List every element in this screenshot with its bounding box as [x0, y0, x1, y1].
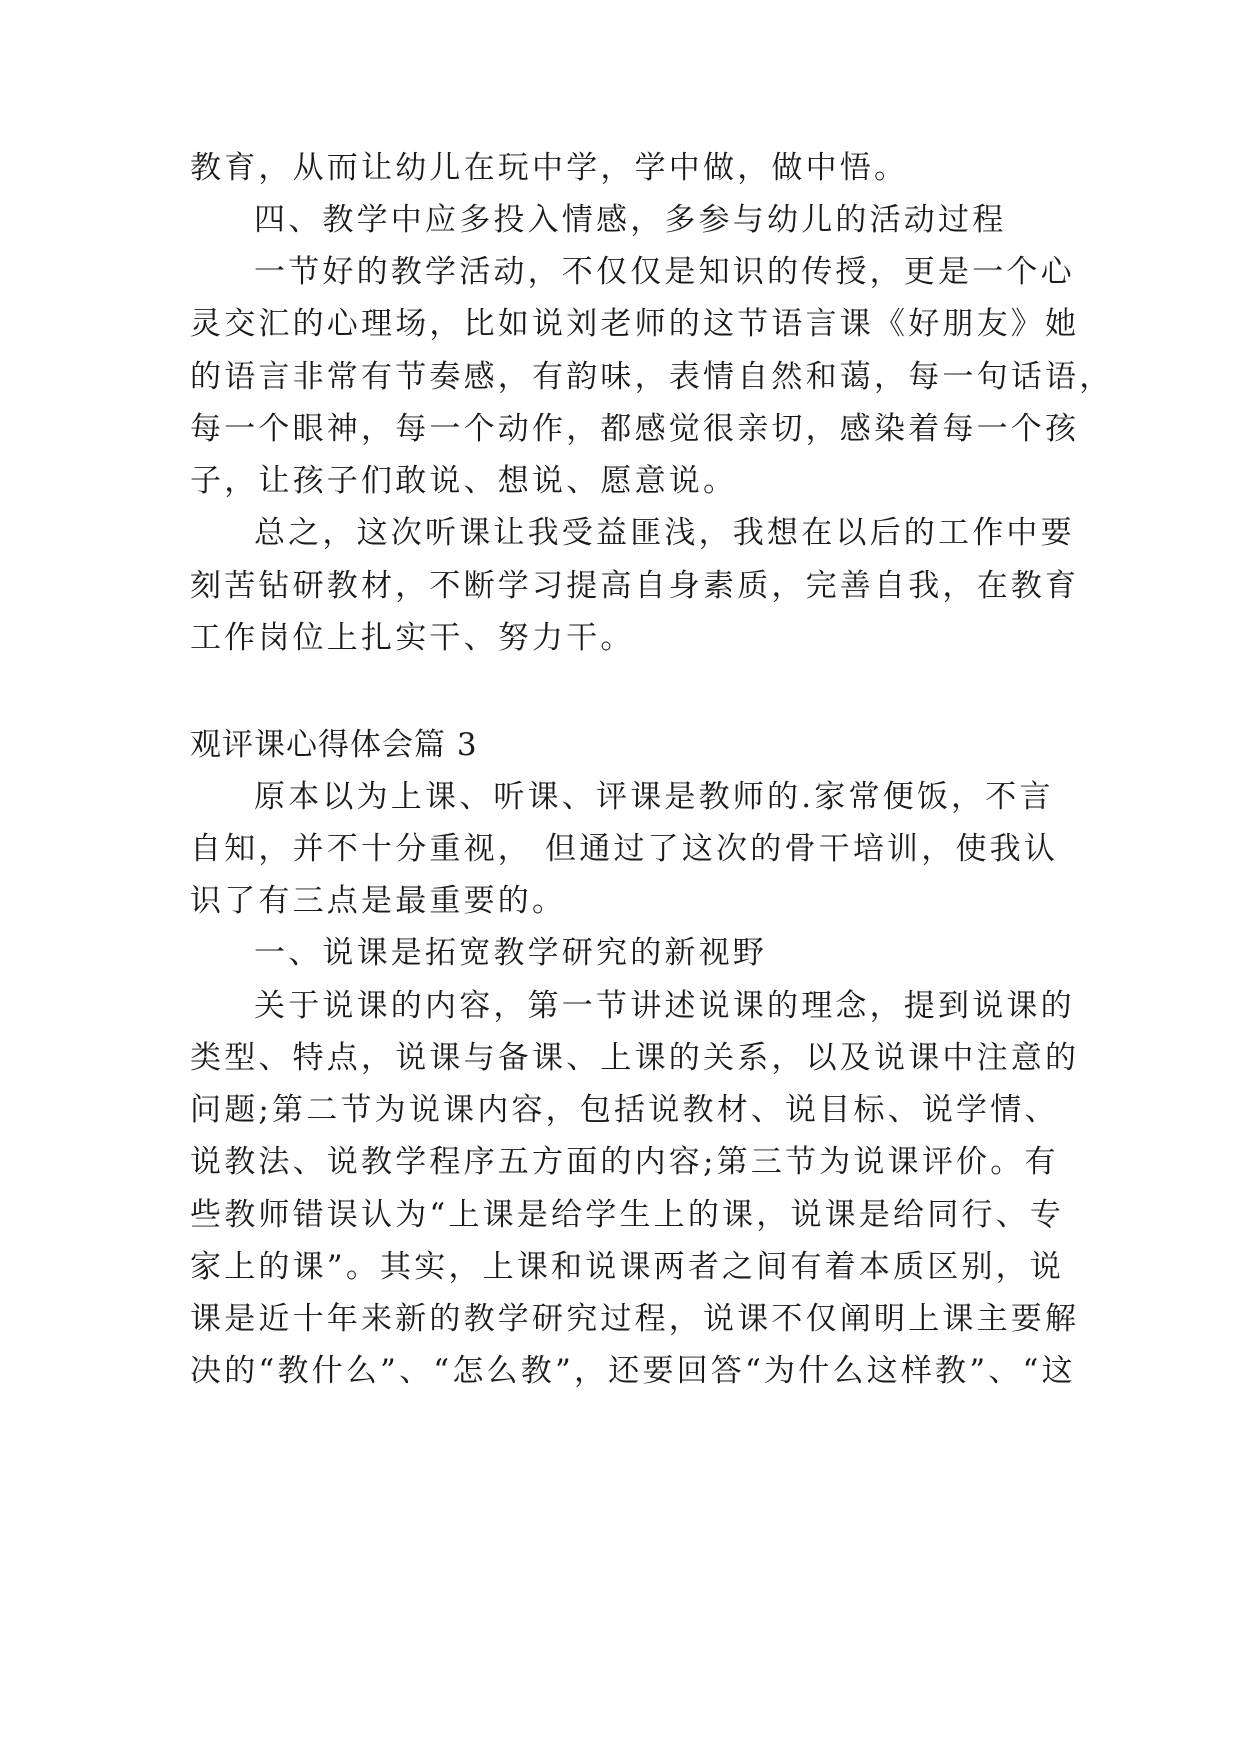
article-title: 观评课心得体会篇 3: [190, 727, 478, 763]
text-line: 问题;第二节为说课内容，包括说教材、说目标、说学情、: [190, 1092, 1059, 1128]
text-line: 自知，并不十分重视， 但通过了这次的骨干培训，使我认: [190, 831, 1059, 867]
text-line: 类型、特点，说课与备课、上课的关系，以及说课中注意的: [190, 1040, 1080, 1076]
text-line: 灵交汇的心理场，比如说刘老师的这节语言课《好朋友》她: [190, 306, 1080, 342]
text-line: 的语言非常有节奏感，有韵味，表情自然和蔼，每一句话语，: [190, 359, 1114, 395]
text-line: 总之，这次听课让我受益匪浅，我想在以后的工作中要: [254, 515, 1075, 551]
section-heading: 四、教学中应多投入情感，多参与幼儿的活动过程: [254, 202, 1007, 238]
text-line: 些教师错误认为“上课是给学生上的课，说课是给同行、专: [190, 1197, 1065, 1233]
section-heading: 一、说课是拓宽教学研究的新视野: [254, 935, 767, 971]
text-line: 原本以为上课、听课、评课是教师的.家常便饭，不言: [254, 779, 1054, 815]
text-line: 课是近十年来新的教学研究过程，说课不仅阐明上课主要解: [190, 1301, 1080, 1337]
text-line: 工作岗位上扎实干、努力干。: [190, 620, 635, 656]
text-line: 子，让孩子们敢说、想说、愿意说。: [190, 463, 738, 499]
text-line: 每一个眼神，每一个动作，都感觉很亲切，感染着每一个孩: [190, 411, 1080, 447]
text-line: 关于说课的内容，第一节讲述说课的理念，提到说课的: [254, 988, 1075, 1024]
text-line: 教育，从而让幼儿在玩中学，学中做，做中悟。: [190, 150, 909, 186]
text-line: 说教法、说教学程序五方面的内容;第三节为说课评价。有: [190, 1144, 1059, 1180]
text-line: 识了有三点是最重要的。: [190, 883, 567, 919]
text-line: 刻苦钻研教材，不断学习提高自身素质，完善自我，在教育: [190, 568, 1080, 604]
text-line: 决的“教什么”、“怎么教”，还要回答“为什么这样教”、“这: [190, 1353, 1076, 1389]
text-line: 家上的课”。其实，上课和说课两者之间有着本质区别，说: [190, 1249, 1065, 1285]
text-line: 一节好的教学活动，不仅仅是知识的传授，更是一个心: [254, 254, 1075, 290]
